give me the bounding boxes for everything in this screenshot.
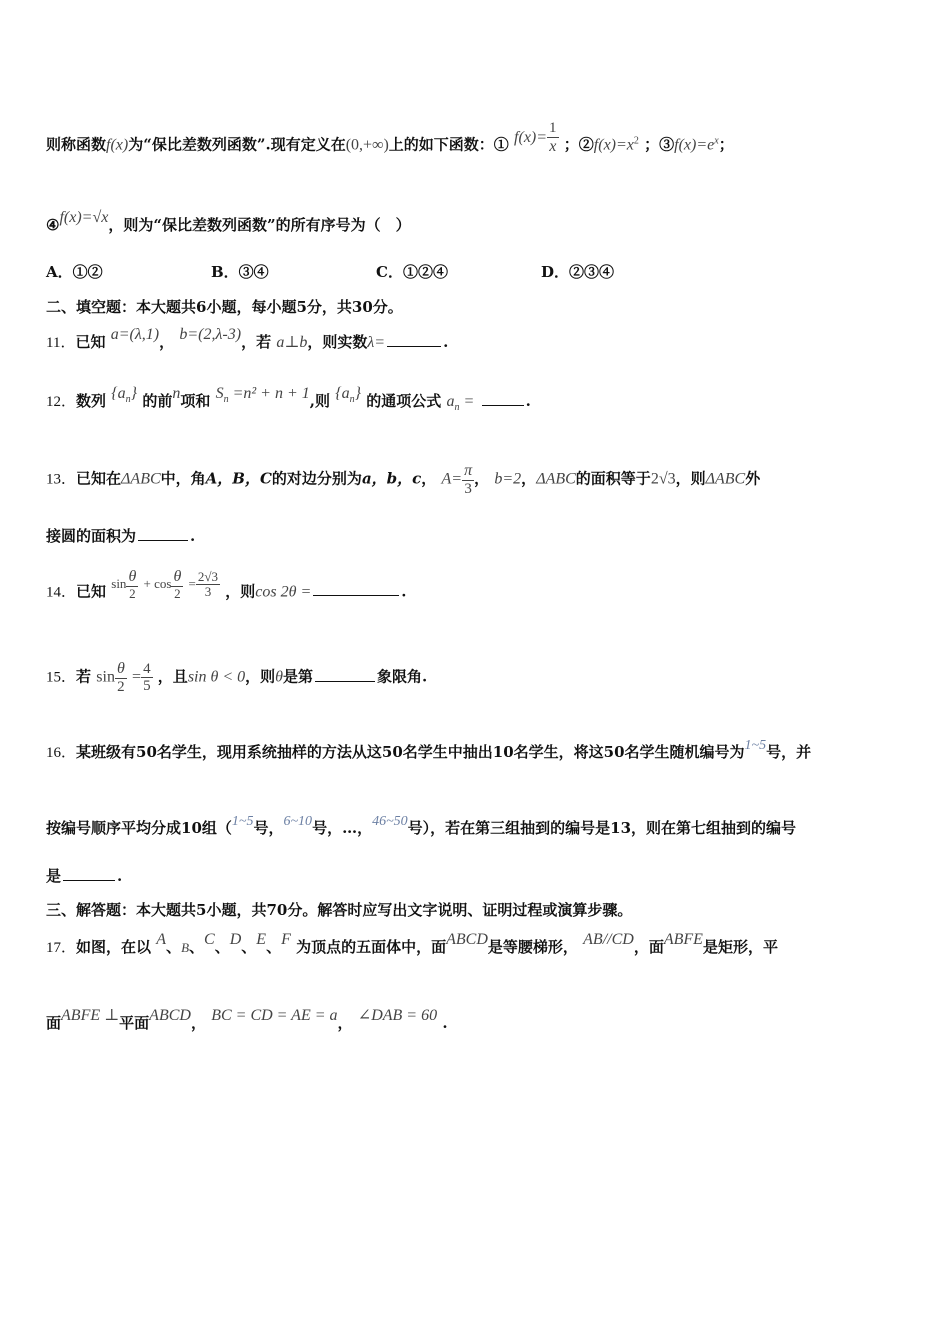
answer-blank[interactable] (138, 539, 188, 541)
question-16-line2: 按编号顺序平均分成10组（1~5号，6~10号，…，46~50号），若在第三组抽到的编号是13，则在第七组抽到的编号 (46, 814, 797, 837)
question-10-stem-line1: 则称函数f(x)为“保比差数列函数”.现有定义在(0,+∞)上的如下函数：① f(x)= $\frac{1}{x}$ ；$②f(x)=x^2$ ；$③f(x)=e^x$； (46, 120, 734, 155)
question-17: 17．如图，在以 A、B、C、D、E、F 为顶点的五面体中，面ABCD是等腰梯形， AB//CD，面ABFE是矩形，平 (46, 931, 778, 956)
section-3-heading: 三、解答题：本大题共5小题，共70分。解答时应写出文字说明、证明过程或演算步骤。 (46, 901, 633, 919)
question-16: 16．某班级有50名学生，现用系统抽样的方法从这50名学生中抽出10名学生，将这50名学生随机编号为1~5号，并 (46, 738, 812, 761)
fraction-pi-over-3: $\frac{\pi}{3}$ (464, 462, 473, 497)
question-12: 12．数列 $\{a_n\}$ 的前n项和 $S_n =n^2 + n + 1$,则 $\{a_n\}$ 的通项公式 $a_n$ = . (46, 385, 531, 414)
question-11: 11．已知 a=(λ,1)， b=(2,λ-3)，若 a⊥b，则实数λ= . (46, 326, 449, 351)
question-13: 13．已知在ΔABC中，角A，B，C的对边分别为a，b，c， A= $\frac{\pi}{3}$ ， b=2，ΔABC的面积等于2√3，则ΔABC外 (46, 462, 761, 497)
answer-blank[interactable] (482, 404, 524, 406)
section-2-heading: 二、填空题：本大题共6小题，每小题5分，共30分。 (46, 298, 403, 316)
question-15: 15．若 sin $\frac{\theta}{2}$ = $\frac{4}{5}$ ，且sin θ < 0，则θ是第 象限角. (46, 660, 428, 695)
option-a[interactable]: A．①② (46, 263, 103, 281)
option-b[interactable]: B．③④ (211, 263, 269, 281)
answer-blank[interactable] (313, 594, 399, 596)
question-16-line3: 是 . (46, 867, 123, 885)
question-17-line2: 面ABFE ⊥平面ABCD， BC = CD = AE = a， ∠DAB = 60 . (46, 1007, 448, 1032)
option-c[interactable]: C．①②④ (376, 263, 448, 281)
answer-blank[interactable] (387, 345, 441, 347)
question-14: 14．已知 sin $\frac{\theta}{2}$ + cos $\frac{\theta}{2}$ = $\frac{2√3}{3}$ ，则cos 2θ = . (46, 568, 407, 601)
answer-blank[interactable] (63, 879, 115, 881)
option-d[interactable]: D．②③④ (541, 263, 615, 281)
answer-blank[interactable] (315, 680, 375, 682)
question-10-stem-line2: ④f(x)=√x，则为“保比差数列函数”的所有序号为（ ） (46, 209, 411, 234)
fraction-1-over-x: $\frac{1}{x}$ (549, 120, 557, 155)
question-10-options (46, 261, 706, 282)
question-13-line2: 接圆的面积为 . (46, 527, 196, 545)
